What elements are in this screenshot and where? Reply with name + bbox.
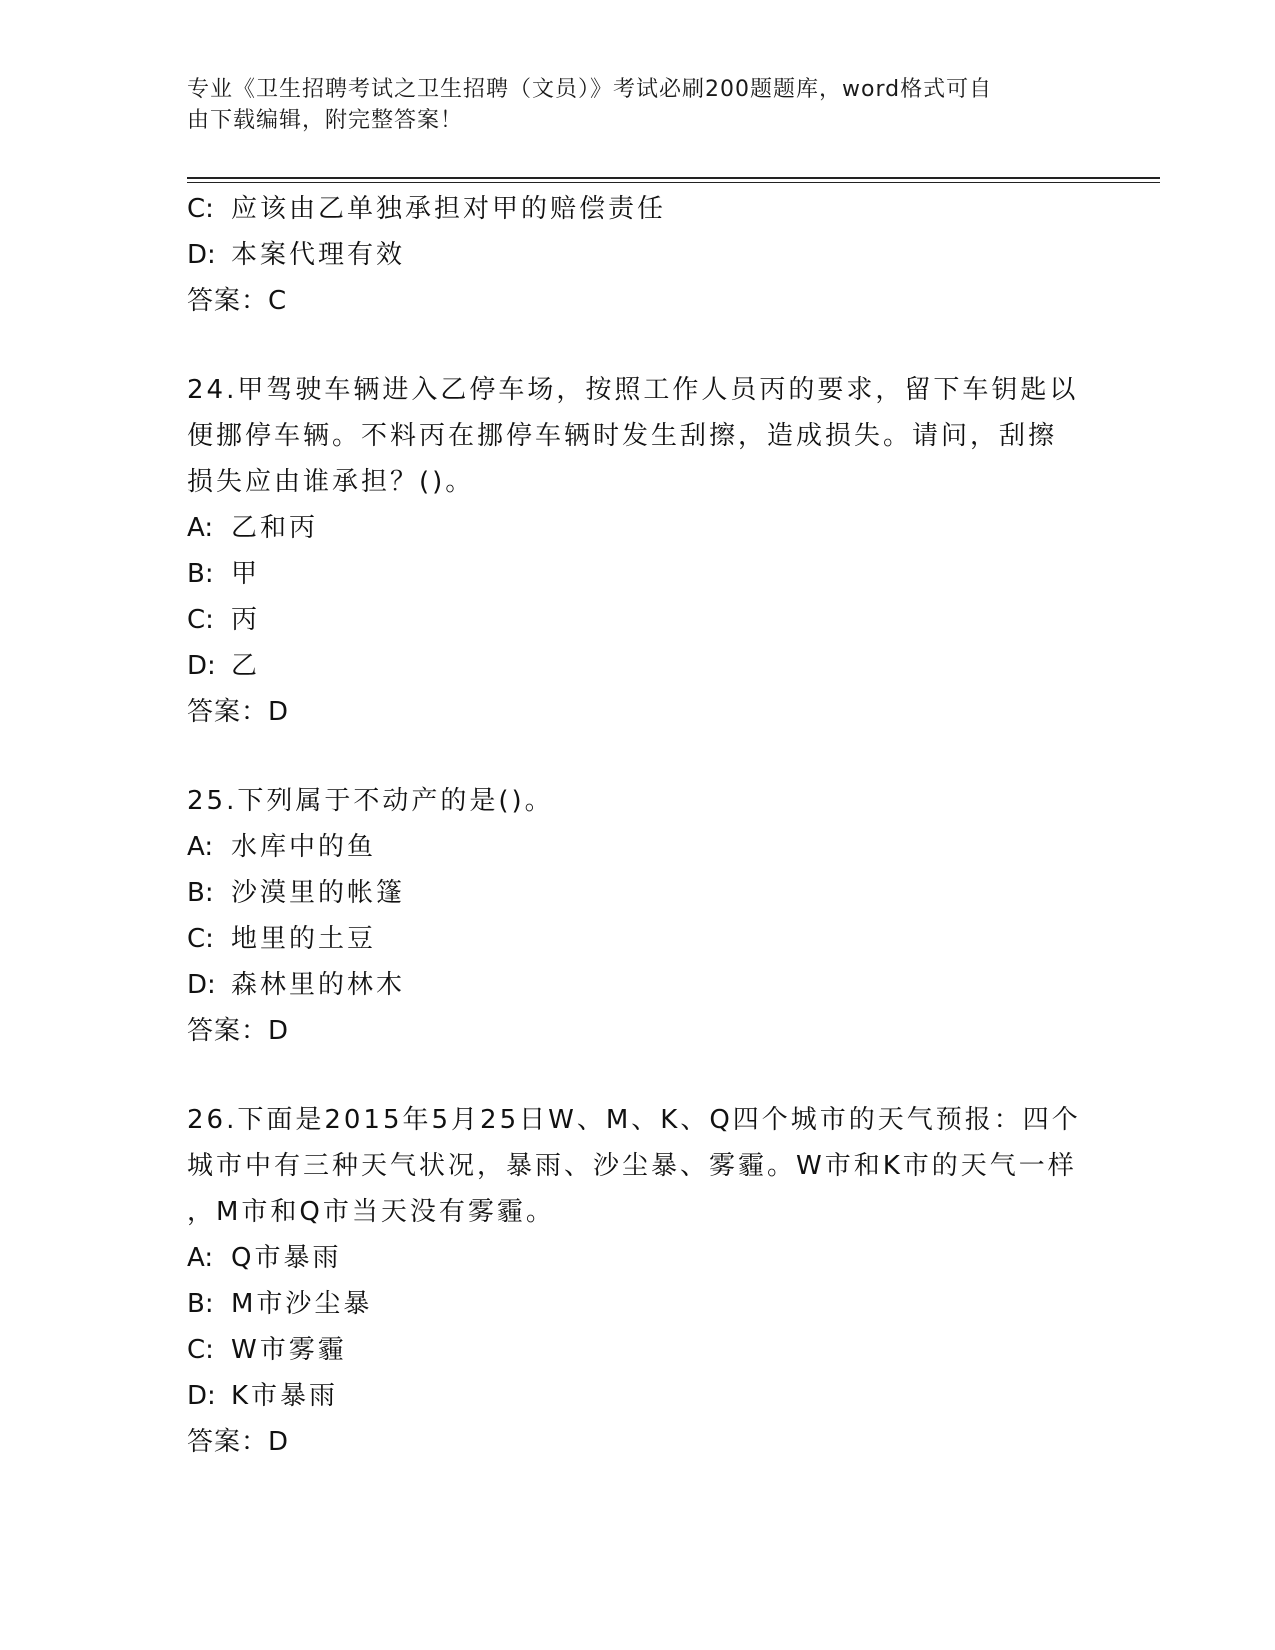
option-text: 乙和丙 — [231, 513, 319, 543]
header-line-1: 专业《卫生招聘考试之卫生招聘（文员）》考试必刷200题题库，word格式可自 — [187, 77, 993, 102]
question-stem-line: 24.甲驾驶车辆进入乙停车场，按照工作人员丙的要求，留下车钥匙以 — [187, 375, 1079, 405]
option-key: B: — [187, 878, 214, 908]
question-25 — [187, 778, 1087, 1054]
option-key: C: — [187, 1335, 214, 1365]
question-stem-line: ，M市和Q市当天没有雾霾。 — [187, 1197, 555, 1227]
header-divider — [187, 177, 1160, 183]
answer-line — [187, 278, 1087, 324]
question-24 — [187, 367, 1087, 735]
question-stem-line: 损失应由谁承担？()。 — [187, 467, 475, 497]
option-key: B: — [187, 1289, 214, 1319]
answer-value: D — [268, 1016, 292, 1046]
option-key: D: — [187, 970, 216, 1000]
option-text: 本案代理有效 — [231, 240, 406, 270]
option-a — [187, 824, 1087, 870]
question-stem-line: 城市中有三种天气状况，暴雨、沙尘暴、雾霾。W市和K市的天气一样 — [187, 1151, 1077, 1181]
question-26 — [187, 1097, 1087, 1465]
option-key: A: — [187, 513, 214, 543]
answer-label: 答案： — [187, 697, 269, 727]
option-a — [187, 1235, 1087, 1281]
option-key: D: — [187, 1381, 216, 1411]
option-text: W市雾霾 — [231, 1335, 347, 1365]
option-text: 丙 — [231, 605, 261, 635]
answer-line — [187, 1008, 1087, 1054]
option-text: 甲 — [231, 559, 261, 589]
answer-value: D — [268, 1427, 292, 1457]
answer-label: 答案： — [187, 1427, 269, 1457]
option-d — [187, 1373, 1087, 1419]
option-key: A: — [187, 832, 214, 862]
option-key: C: — [187, 194, 214, 224]
question-stem-line: 25.下列属于不动产的是()。 — [187, 786, 554, 816]
option-text: 沙漠里的帐篷 — [231, 878, 406, 908]
option-key: C: — [187, 605, 214, 635]
option-a — [187, 505, 1087, 551]
answer-label: 答案： — [187, 286, 269, 316]
option-c — [187, 597, 1087, 643]
question-content — [187, 186, 1087, 1465]
option-text: 地里的土豆 — [231, 924, 377, 954]
option-d — [187, 643, 1087, 689]
option-b — [187, 870, 1087, 916]
answer-line — [187, 689, 1087, 735]
option-text: 应该由乙单独承担对甲的赔偿责任 — [231, 194, 667, 224]
option-text: 水库中的鱼 — [231, 832, 377, 862]
option-text: 森林里的林木 — [231, 970, 406, 1000]
header-line-2: 由下载编辑，附完整答案！ — [187, 108, 464, 133]
question-stem-line: 26.下面是2015年5月25日W、M、K、Q四个城市的天气预报：四个 — [187, 1105, 1081, 1135]
option-key: A: — [187, 1243, 214, 1273]
option-d — [187, 962, 1087, 1008]
option-key: D: — [187, 240, 216, 270]
option-key: C: — [187, 924, 214, 954]
option-d — [187, 232, 1087, 278]
option-b — [187, 551, 1087, 597]
answer-value: D — [268, 697, 292, 727]
answer-label: 答案： — [187, 1016, 269, 1046]
question-23-continued — [187, 186, 1087, 324]
answer-line — [187, 1419, 1087, 1465]
option-key: D: — [187, 651, 216, 681]
option-text: Q市暴雨 — [231, 1243, 342, 1273]
page-header — [187, 74, 1067, 136]
option-c — [187, 1327, 1087, 1373]
option-text: M市沙尘暴 — [231, 1289, 373, 1319]
option-b — [187, 1281, 1087, 1327]
question-stem-line: 便挪停车辆。不料丙在挪停车辆时发生刮擦，造成损失。请问，刮擦 — [187, 421, 1058, 451]
answer-value: C — [268, 286, 290, 316]
option-c — [187, 916, 1087, 962]
option-key: B: — [187, 559, 214, 589]
option-text: 乙 — [231, 651, 261, 681]
option-c — [187, 186, 1087, 232]
option-text: K市暴雨 — [231, 1381, 339, 1411]
